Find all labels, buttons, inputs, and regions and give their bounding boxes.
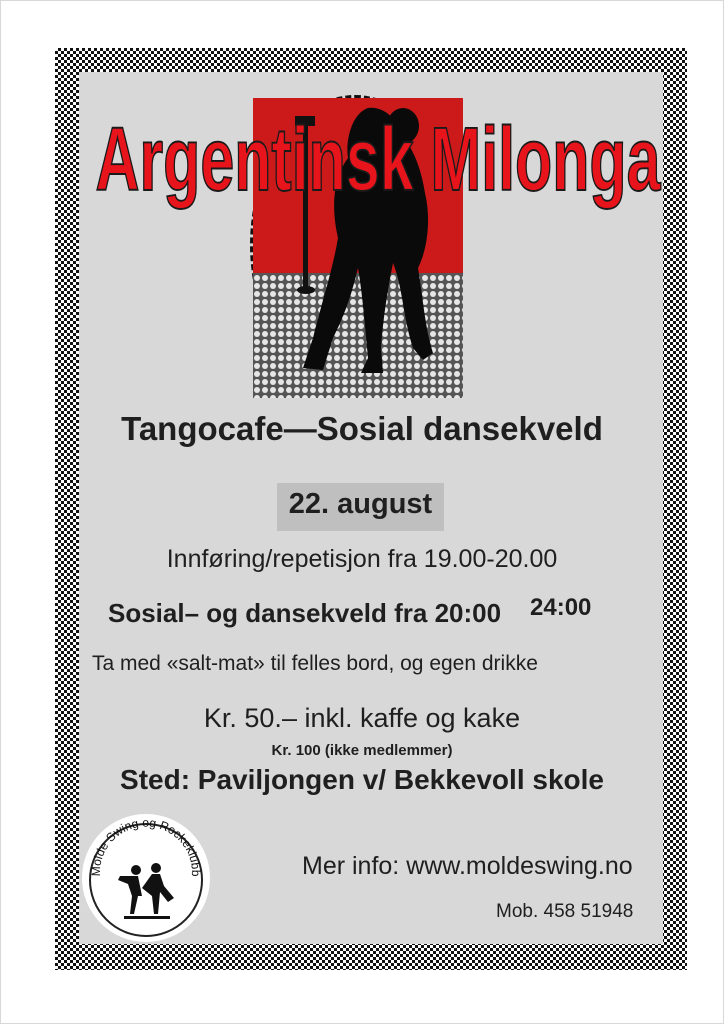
price-members: Kr. 50.– inkl. kaffe og kake xyxy=(203,703,521,733)
end-time: 24:00 xyxy=(530,594,592,621)
phone-number: Mob. 458 51948 xyxy=(496,901,634,922)
club-name: Molde Swing og Rockeklubb xyxy=(88,815,204,877)
title: Argentinsk Milonga xyxy=(95,109,662,210)
club-logo xyxy=(80,812,212,944)
intro-time: Innføring/repetisjon fra 19.00-20.00 xyxy=(166,545,558,573)
price-nonmembers: Kr. 100 (ikke medlemmer) xyxy=(271,742,453,759)
event-date: 22. august xyxy=(288,488,433,520)
subtitle: Tangocafe—Sosial dansekveld xyxy=(121,410,603,447)
social-dance-time: Sosial– og dansekveld fra 20:00 xyxy=(108,598,502,628)
venue: Sted: Paviljongen v/ Bekkevoll skole xyxy=(120,764,604,795)
title-graphic xyxy=(88,80,668,230)
bring-food-note: Ta med «salt-mat» til felles bord, og egen drikke xyxy=(92,652,538,675)
more-info: Mer info: www.moldeswing.no xyxy=(302,852,633,880)
